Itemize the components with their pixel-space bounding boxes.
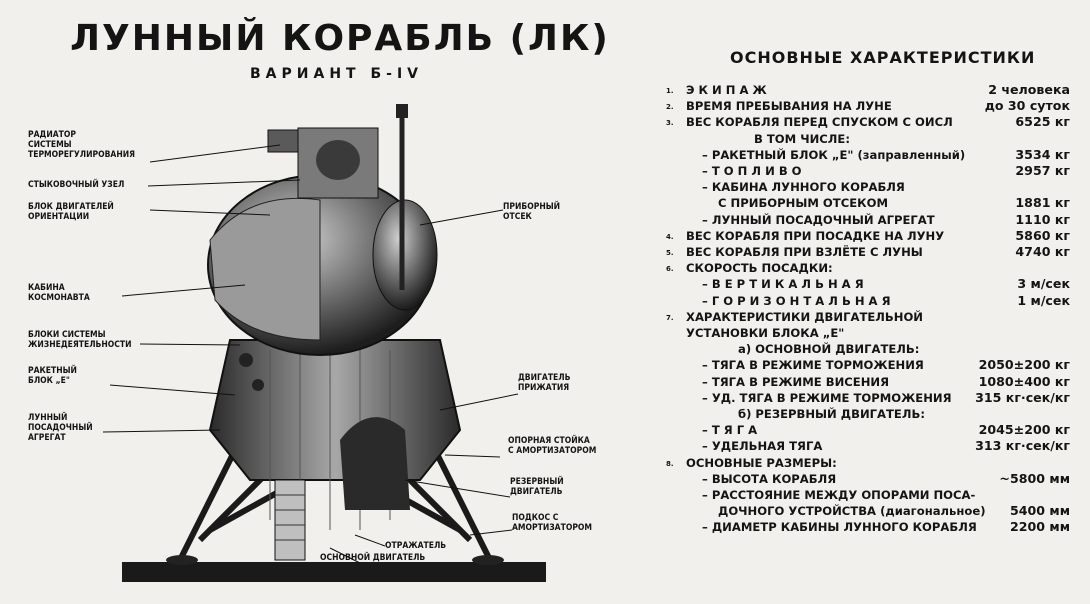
- label-rocket-block: РАКЕТНЫЙ БЛОК „Е": [28, 366, 77, 386]
- spec-row-value: 313 кг·сек/кг: [975, 438, 1070, 454]
- spec-row: [666, 228, 1080, 244]
- spec-row-label: – ВЫСОТА КОРАБЛЯ: [702, 471, 837, 486]
- spec-row-label: – Т О П Л И В О: [702, 164, 802, 178]
- spec-row-number: 5.: [666, 249, 674, 257]
- label-main-engine: ОСНОВНОЙ ДВИГАТЕЛЬ: [320, 553, 426, 563]
- spec-row-label: – УД. ТЯГА В РЕЖИМЕ ТОРМОЖЕНИЯ: [702, 390, 952, 405]
- reserve-engine-housing: [340, 417, 410, 510]
- spec-row: [666, 82, 1080, 98]
- label-landing-unit: ЛУННЫЙ ПОСАДОЧНЫЙ АГРЕГАТ: [28, 413, 93, 443]
- spec-row-value: 6525 кг: [1015, 114, 1070, 130]
- diagram-subtitle: ВАРИАНТ Б-IV: [250, 66, 423, 82]
- spec-row-value: 2045±200 кг: [978, 422, 1070, 438]
- spec-row-label: – РАССТОЯНИЕ МЕЖДУ ОПОРАМИ ПОСА-: [702, 488, 976, 502]
- ground-base: [122, 562, 546, 582]
- spec-row-value: 3 м/сек: [1017, 276, 1070, 292]
- spec-row-label: б) РЕЗЕРВНЫЙ ДВИГАТЕЛЬ:: [738, 407, 925, 421]
- spec-row: [666, 406, 1080, 422]
- label-reflector: ОТРАЖАТЕЛЬ: [385, 541, 447, 551]
- spec-row-label: – УДЕЛЬНАЯ ТЯГА: [702, 439, 823, 454]
- spec-row-value: 2957 кг: [1015, 163, 1070, 178]
- spec-row-value: 1 м/сек: [1017, 292, 1070, 308]
- label-instrument-bay: ПРИБОРНЫЙ ОТСЕК: [503, 202, 561, 222]
- spec-row: [666, 341, 1080, 357]
- spec-row: [666, 503, 1080, 519]
- spec-row-value: ~5800 мм: [999, 470, 1070, 486]
- spec-row: [666, 374, 1080, 390]
- spec-row: [666, 131, 1080, 147]
- spec-row-number: 6.: [666, 265, 674, 274]
- spec-row-value: 5860 кг: [1015, 227, 1070, 243]
- spec-row-label: Э К И П А Ж: [686, 83, 767, 97]
- spec-row-value: 4740 кг: [1015, 244, 1070, 259]
- spec-row-label: ВЕС КОРАБЛЯ ПРИ ПОСАДКЕ НА ЛУНУ: [686, 228, 945, 243]
- label-cosmonaut-cabin: КАБИНА КОСМОНАВТА: [28, 283, 90, 303]
- label-radiator: РАДИАТОР СИСТЕМЫ ТЕРМОРЕГУЛИРОВАНИЯ: [28, 130, 136, 160]
- radiator-panel: [268, 130, 298, 152]
- spec-row-label: – Г О Р И З О Н Т А Л Ь Н А Я: [702, 293, 891, 308]
- spec-row: [666, 325, 1080, 341]
- spec-row: [666, 179, 1080, 195]
- spec-row: [666, 487, 1080, 503]
- spec-row-label: С ПРИБОРНЫМ ОТСЕКОМ: [718, 196, 888, 211]
- spec-row: [666, 357, 1080, 373]
- spec-row-label: ВЕС КОРАБЛЯ ПЕРЕД СПУСКОМ С ОИСЛ: [686, 115, 953, 130]
- spec-row: [666, 260, 1080, 276]
- spec-row-number: 1.: [666, 87, 674, 95]
- spec-row-number: 7.: [666, 313, 674, 322]
- spec-row-value: 315 кг·сек/кг: [975, 389, 1070, 405]
- spec-row-number: 8.: [666, 459, 674, 468]
- spec-row-value: 1110 кг: [1015, 211, 1070, 227]
- spec-row-value: 2 человека: [988, 82, 1070, 97]
- spec-row: [666, 390, 1080, 406]
- spec-row: [666, 309, 1080, 325]
- spec-row: [666, 163, 1080, 179]
- spec-row-value: 5400 мм: [1009, 503, 1070, 519]
- spec-row-label: УСТАНОВКИ БЛОКА „Е": [686, 326, 845, 340]
- spec-row-label: – ТЯГА В РЕЖИМЕ ТОРМОЖЕНИЯ: [702, 358, 924, 373]
- spec-row-label: – В Е Р Т И К А Л Ь Н А Я: [702, 277, 864, 292]
- label-support-leg: ОПОРНАЯ СТОЙКА С АМОРТИЗАТОРОМ: [508, 436, 597, 456]
- spec-row: [666, 422, 1080, 438]
- spec-row-label: ОСНОВНЫЕ РАЗМЕРЫ:: [686, 455, 837, 470]
- spec-row: [666, 98, 1080, 114]
- spec-row-label: В ТОМ ЧИСЛЕ:: [754, 131, 850, 146]
- diagram-title: ЛУННЫЙ КОРАБЛЬ (ЛК): [70, 18, 610, 59]
- spec-row-label: – РАКЕТНЫЙ БЛОК „Е" (заправленный): [702, 147, 966, 162]
- instrument-bay: [373, 200, 437, 310]
- spec-row-label: – Т Я Г А: [702, 423, 758, 438]
- spec-row-value: 1080±400 кг: [978, 373, 1070, 389]
- label-orientation-engines: БЛОК ДВИГАТЕЛЕЙ ОРИЕНТАЦИИ: [28, 202, 114, 222]
- spec-row: [666, 471, 1080, 487]
- spec-row-label: – КАБИНА ЛУННОГО КОРАБЛЯ: [702, 180, 905, 195]
- spec-row: [666, 147, 1080, 163]
- spec-row: [666, 114, 1080, 130]
- spec-row-value: 2050±200 кг: [978, 357, 1070, 373]
- label-strut: ПОДКОС С АМОРТИЗАТОРОМ: [512, 513, 593, 533]
- spec-row-number: 2.: [666, 103, 674, 112]
- spec-row-number: 3.: [666, 119, 674, 128]
- label-docking-unit: СТЫКОВОЧНЫЙ УЗЕЛ: [28, 180, 125, 190]
- spec-row-label: ХАРАКТЕРИСТИКИ ДВИГАТЕЛЬНОЙ: [686, 309, 924, 324]
- spec-row-label: – ЛУННЫЙ ПОСАДОЧНЫЙ АГРЕГАТ: [702, 212, 935, 227]
- spec-row: [666, 244, 1080, 260]
- ladder: [275, 480, 305, 560]
- spec-row: [666, 438, 1080, 454]
- spec-row-label: а) ОСНОВНОЙ ДВИГАТЕЛЬ:: [738, 342, 920, 357]
- spec-row-label: ВЕС КОРАБЛЯ ПРИ ВЗЛЁТЕ С ЛУНЫ: [686, 245, 923, 259]
- label-pressing-engine: ДВИГАТЕЛЬ ПРИЖАТИЯ: [518, 373, 571, 393]
- spec-row-value: 1881 кг: [1015, 195, 1070, 211]
- spec-row-label: – ТЯГА В РЕЖИМЕ ВИСЕНИЯ: [702, 374, 890, 389]
- spec-row: [666, 276, 1080, 292]
- spec-row-value: 2200 мм: [1009, 519, 1070, 535]
- spec-row-label: ДОЧНОГО УСТРОЙСТВА (диагональное): [718, 504, 986, 519]
- spec-row: [666, 212, 1080, 228]
- spec-row: [666, 455, 1080, 471]
- spec-row-number: 4.: [666, 232, 674, 241]
- spec-row-label: – ДИАМЕТР КАБИНЫ ЛУННОГО КОРАБЛЯ: [702, 520, 977, 535]
- spec-row-value: до 30 суток: [984, 98, 1070, 114]
- spec-row-value: 3534 кг: [1015, 146, 1070, 162]
- spec-row: [666, 195, 1080, 211]
- label-life-support: БЛОКИ СИСТЕМЫ ЖИЗНЕДЕЯТЕЛЬНОСТИ: [28, 330, 132, 350]
- spec-row: [666, 293, 1080, 309]
- label-reserve-engine: РЕЗЕРВНЫЙ ДВИГАТЕЛЬ: [510, 477, 564, 497]
- spec-row-label: СКОРОСТЬ ПОСАДКИ:: [686, 261, 833, 276]
- spec-row: [666, 519, 1080, 535]
- spec-row-label: ВРЕМЯ ПРЕБЫВАНИЯ НА ЛУНЕ: [686, 99, 892, 114]
- specs-heading: ОСНОВНЫЕ ХАРАКТЕРИСТИКИ: [730, 48, 1036, 67]
